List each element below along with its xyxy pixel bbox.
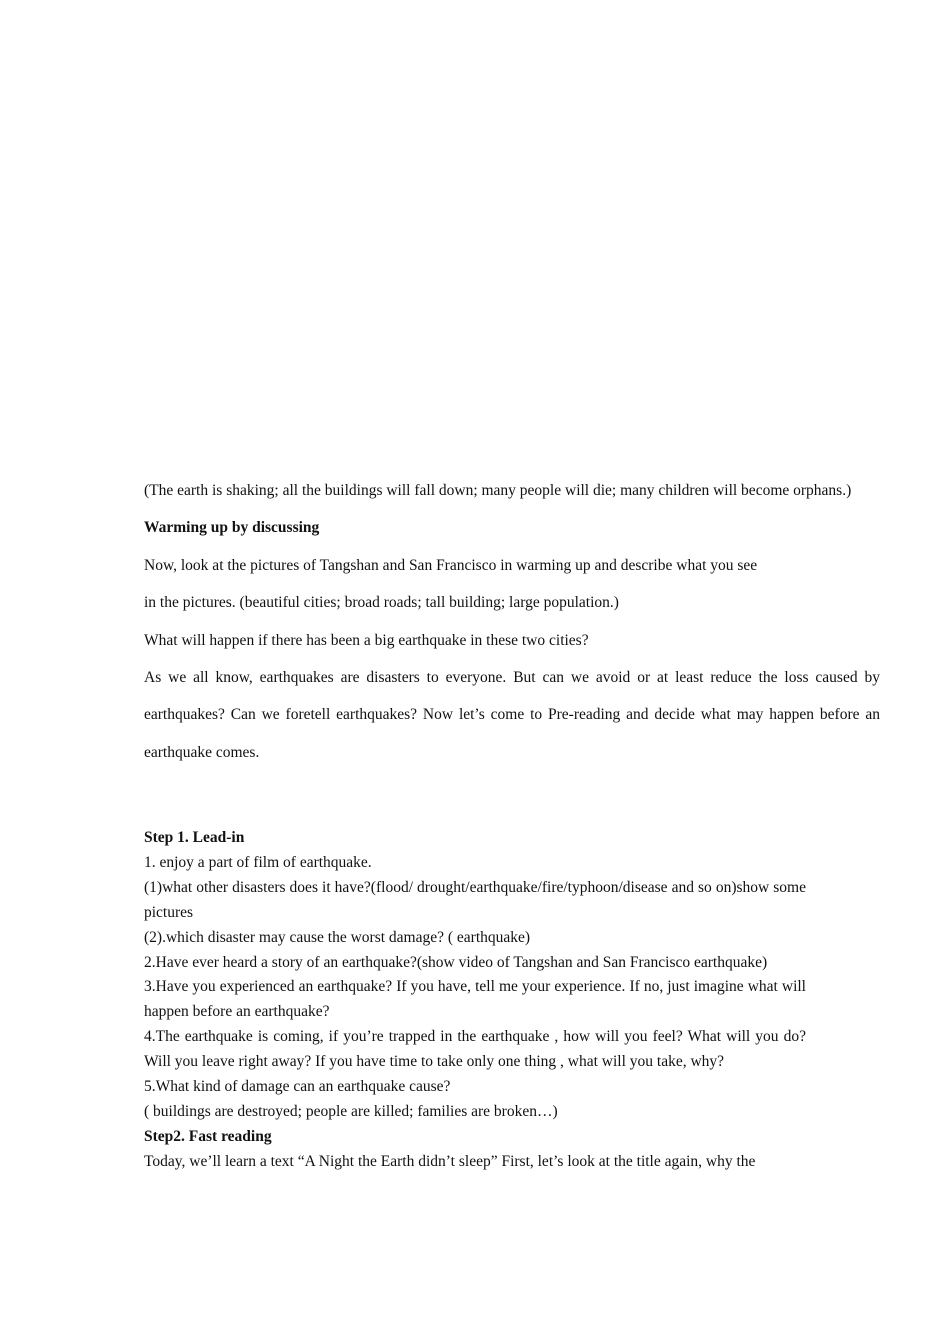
step1-heading: Step 1. Lead-in: [144, 829, 245, 846]
step2-heading: Step2. Fast reading: [144, 1127, 272, 1145]
pictures-paragraph-line-2: in the pictures. (beautiful cities; broad roads; tall building; large population.): [144, 594, 619, 612]
lead-in-item-3: 3.Have you experienced an earthquake? If you have, tell me your experience. If no, just imagine what will happen before an earthquake?: [144, 978, 806, 1021]
pictures-paragraph-line-1: Now, look at the pictures of Tangshan and San Francisco in warming up and describe what you see: [144, 556, 758, 574]
lead-in-item-4: 4.The earthquake is coming, if you’re trapped in the earthquake , how will you feel? What will you do? Will you leave right away? If you have time to take only one thing , what will you take, why?: [144, 1028, 806, 1071]
warming-up-heading: Warming up by discussing: [144, 519, 320, 537]
step2-text: Today, we’ll learn a text “A Night the Earth didn’t sleep” First, let’s look at the title again, why the: [144, 1152, 756, 1170]
earthquake-question: What will happen if there has been a big earthquake in these two cities?: [144, 631, 589, 649]
lead-in-item-5-answer: ( buildings are destroyed; people are killed; families are broken…): [144, 1102, 558, 1120]
disasters-paragraph: As we all know, earthquakes are disasters to everyone. But can we avoid or at least reduce the loss caused by earthquakes? Can we foretell earthquakes? Now let’s come to Pre-reading and decide what may happen before an earthquake comes.: [144, 669, 880, 761]
lead-in-item-1-sub-1: (1)what other disasters does it have?(flood/ drought/earthquake/fire/typhoon/disease and so on)show some pictures: [144, 878, 806, 921]
answer-line: (The earth is shaking; all the buildings will fall down; many people will die; many children will become orphans.): [144, 482, 852, 499]
warming-up-section: [144, 472, 880, 771]
lead-in-item-1: 1. enjoy a part of film of earthquake.: [144, 853, 372, 871]
lead-in-item-5: 5.What kind of damage can an earthquake cause?: [144, 1078, 451, 1096]
lead-in-item-2: 2.Have ever heard a story of an earthquake?(show video of Tangshan and San Francisco earthquake): [144, 953, 768, 971]
lead-in-item-1-sub-2: (2).which disaster may cause the worst damage? ( earthquake): [144, 928, 531, 946]
lesson-steps-section: [144, 826, 806, 1175]
